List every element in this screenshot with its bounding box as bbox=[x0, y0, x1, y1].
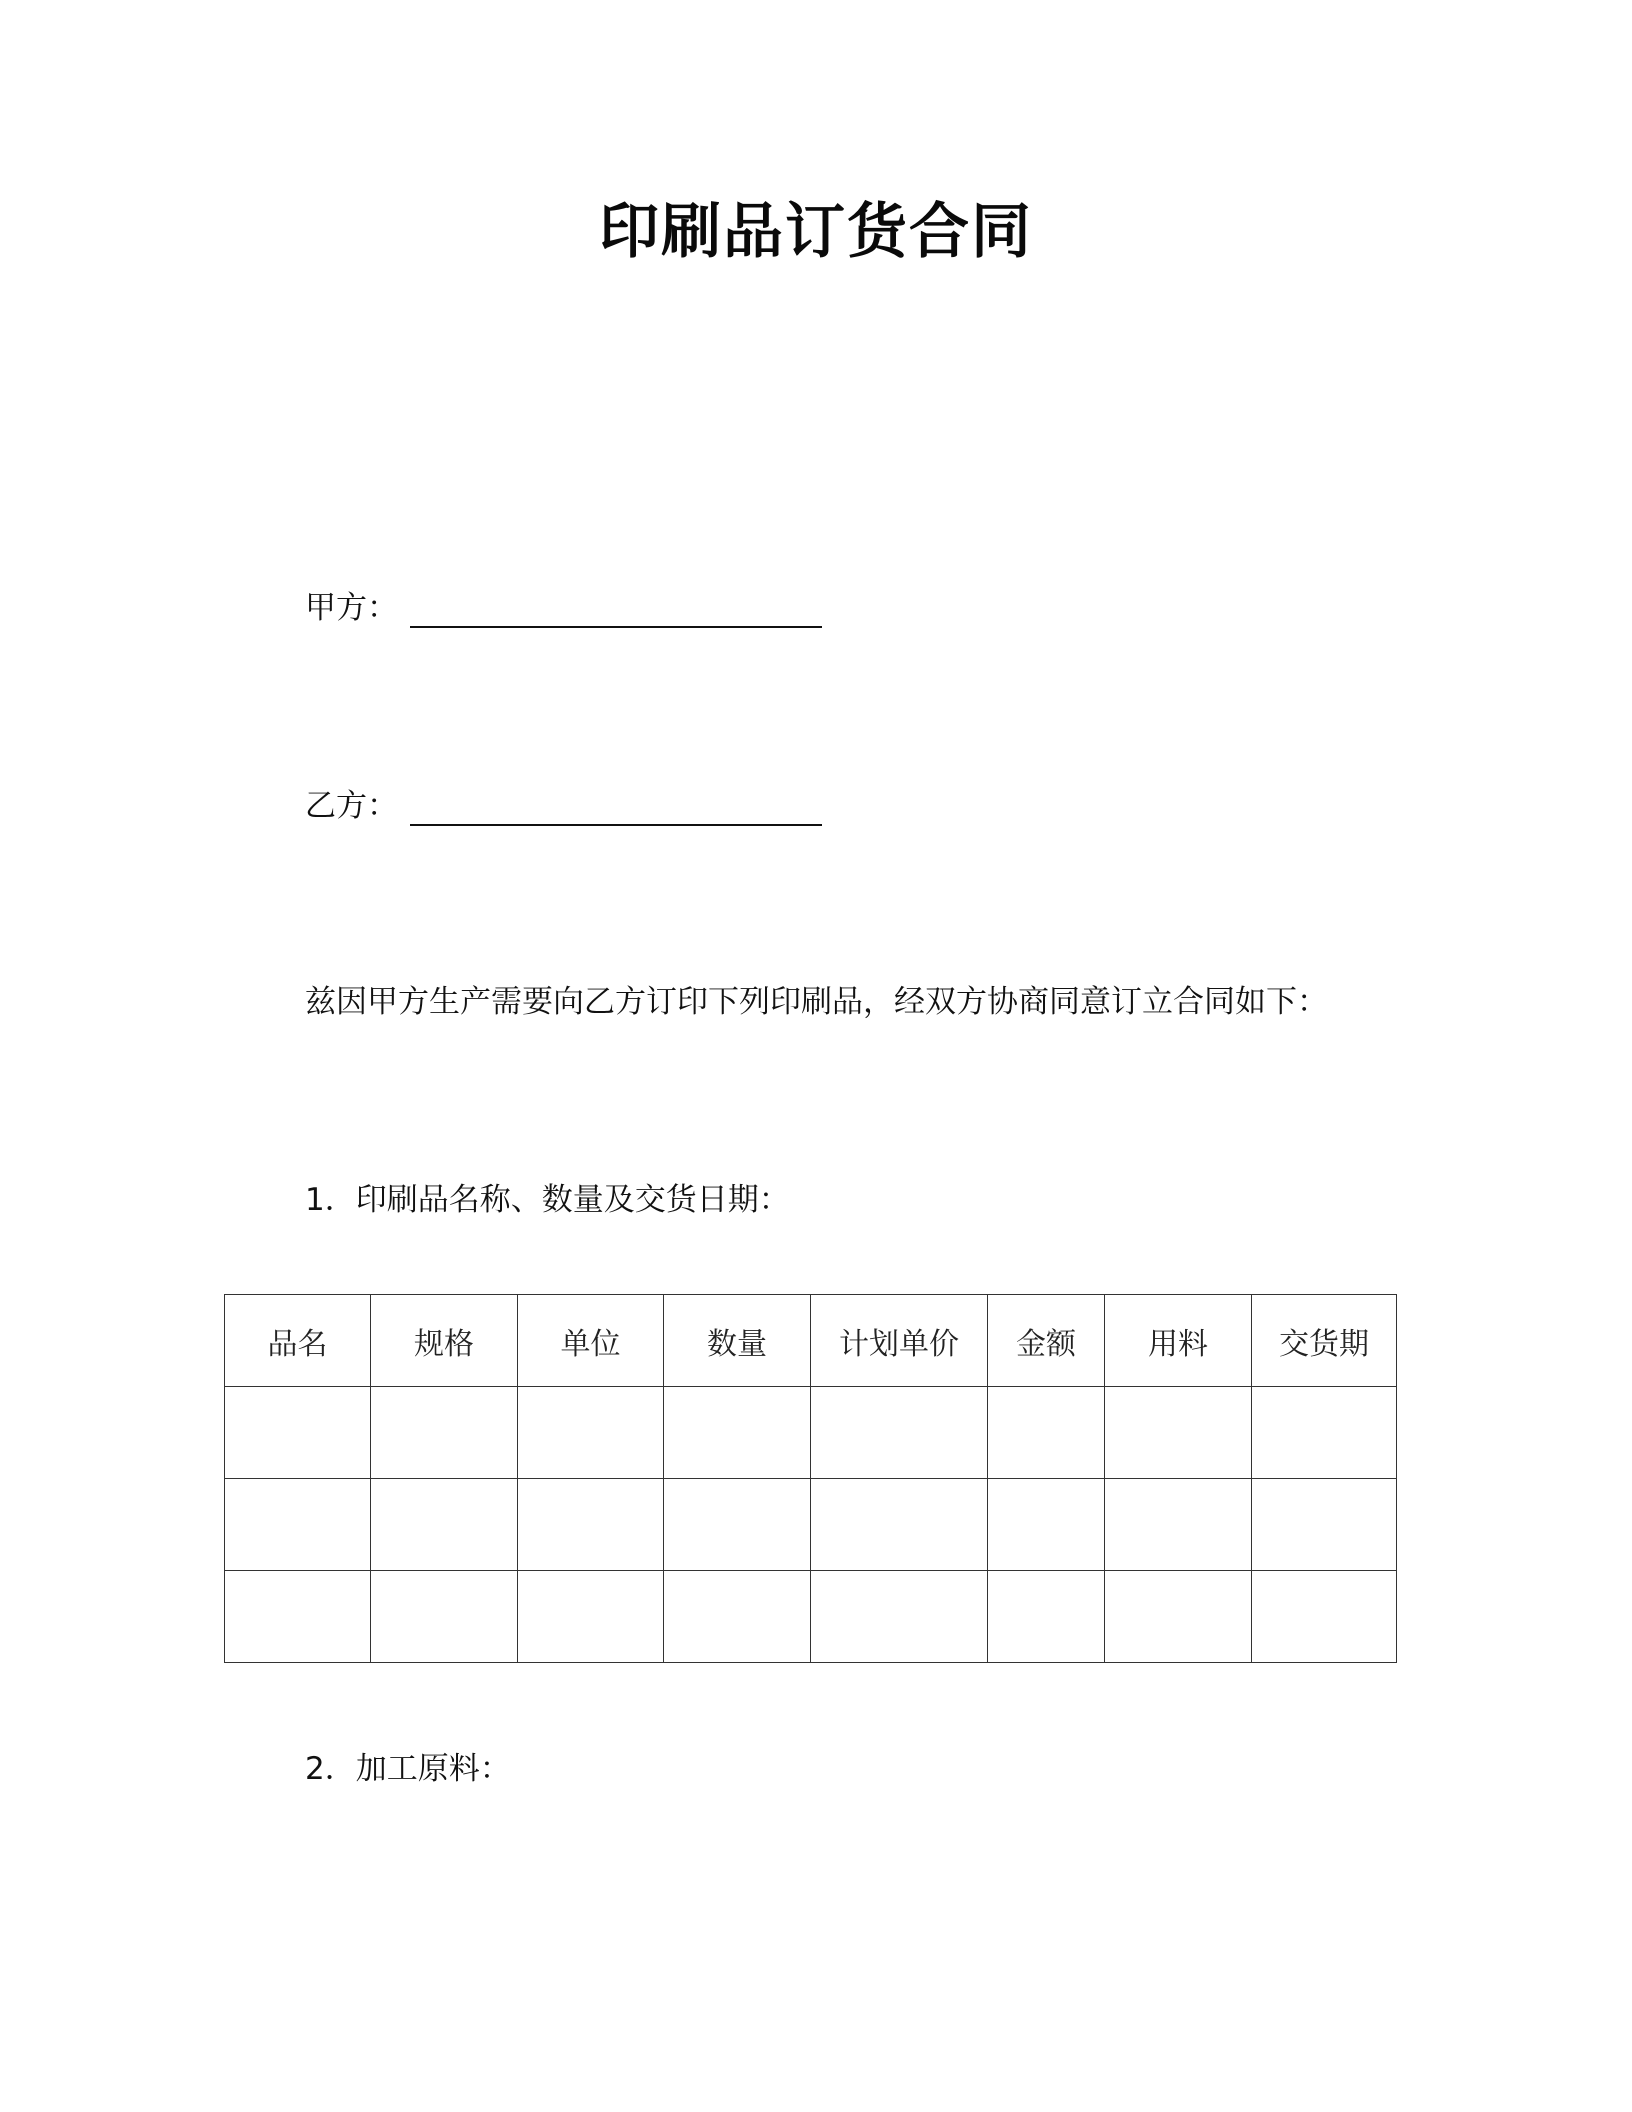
table-cell[interactable] bbox=[1105, 1387, 1252, 1479]
table-cell[interactable] bbox=[518, 1479, 664, 1571]
table-cell[interactable] bbox=[518, 1571, 664, 1663]
table-cell[interactable] bbox=[811, 1479, 988, 1571]
table-cell[interactable] bbox=[664, 1571, 811, 1663]
table-cell[interactable] bbox=[811, 1387, 988, 1479]
table-header-row bbox=[225, 1295, 1397, 1387]
table-header-cell: 计划单价 bbox=[811, 1295, 988, 1387]
table-header-cell: 用料 bbox=[1105, 1295, 1252, 1387]
table-cell[interactable] bbox=[1252, 1571, 1397, 1663]
table-header-cell: 规格 bbox=[371, 1295, 518, 1387]
party-a-line bbox=[305, 588, 822, 628]
party-a-label: 甲方： bbox=[305, 590, 398, 626]
document-title: 印刷品订货合同 bbox=[599, 197, 1033, 267]
table-cell[interactable] bbox=[225, 1387, 371, 1479]
table-header-cell: 单位 bbox=[518, 1295, 664, 1387]
party-b-label: 乙方： bbox=[305, 788, 398, 824]
table-header-cell: 金额 bbox=[988, 1295, 1105, 1387]
party-b-line bbox=[305, 786, 822, 826]
table-cell[interactable] bbox=[371, 1479, 518, 1571]
table-cell[interactable] bbox=[988, 1479, 1105, 1571]
table-row bbox=[225, 1571, 1397, 1663]
table-cell[interactable] bbox=[1252, 1479, 1397, 1571]
table-header-cell: 交货期 bbox=[1252, 1295, 1397, 1387]
table-row bbox=[225, 1387, 1397, 1479]
table-cell[interactable] bbox=[225, 1479, 371, 1571]
section-1-heading: 1．印刷品名称、数量及交货日期： bbox=[305, 1182, 790, 1218]
table-cell[interactable] bbox=[664, 1479, 811, 1571]
table-row bbox=[225, 1479, 1397, 1571]
table-cell[interactable] bbox=[1105, 1479, 1252, 1571]
table-header-cell: 数量 bbox=[664, 1295, 811, 1387]
intro-paragraph: 兹因甲方生产需要向乙方订印下列印刷品，经双方协商同意订立合同如下： bbox=[305, 984, 1328, 1020]
table-cell[interactable] bbox=[371, 1571, 518, 1663]
order-table bbox=[224, 1294, 1397, 1663]
table-cell[interactable] bbox=[1252, 1387, 1397, 1479]
table-cell[interactable] bbox=[225, 1571, 371, 1663]
party-b-blank-field[interactable] bbox=[410, 788, 822, 826]
table-cell[interactable] bbox=[664, 1387, 811, 1479]
table-cell[interactable] bbox=[811, 1571, 988, 1663]
section-2-heading: 2．加工原料： bbox=[305, 1751, 511, 1787]
table-cell[interactable] bbox=[1105, 1571, 1252, 1663]
table-cell[interactable] bbox=[518, 1387, 664, 1479]
table-cell[interactable] bbox=[988, 1387, 1105, 1479]
party-a-blank-field[interactable] bbox=[410, 590, 822, 628]
table-cell[interactable] bbox=[371, 1387, 518, 1479]
table-header-cell: 品名 bbox=[225, 1295, 371, 1387]
table-cell[interactable] bbox=[988, 1571, 1105, 1663]
